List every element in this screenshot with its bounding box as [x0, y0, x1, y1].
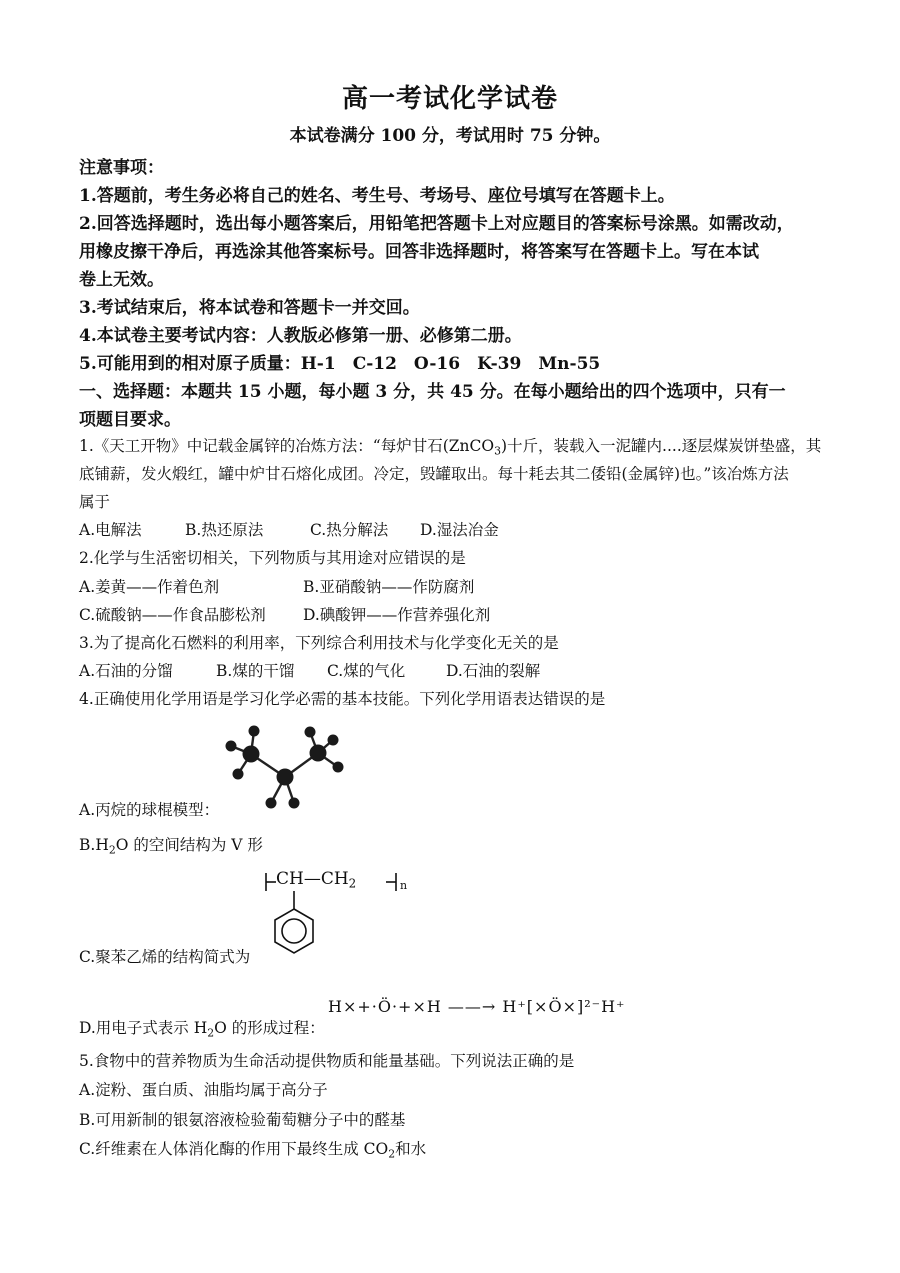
- section-heading: 项题目要求。: [79, 410, 181, 430]
- notice-item: 3.考试结束后，将本试卷和答题卡一并交回。: [79, 298, 420, 318]
- electron-dot-equation: H×+·Ö·+×H ——→ H⁺[×Ö×]²⁻H⁺: [328, 997, 626, 1016]
- question-2-option-a: A.姜黄——作着色剂: [79, 578, 220, 596]
- question-2-option-d: D.碘酸钾——作营养强化剂: [303, 606, 491, 624]
- polymer-subscript-n: n: [400, 879, 408, 892]
- notice-item: 卷上无效。: [79, 270, 164, 290]
- question-5-option-b: B.可用新制的银氨溶液检验葡萄糖分子中的醛基: [79, 1111, 406, 1129]
- question-4-option-a: A.丙烷的球棍模型：: [79, 801, 220, 819]
- question-1-option-a: A.电解法: [79, 521, 142, 539]
- question-4-option-b: $B.H_2O$ 的空间结构为 V 形: [79, 836, 263, 857]
- question-2-option-c: C.硫酸钠——作食品膨松剂: [79, 606, 266, 624]
- question-1-option-d: D.湿法冶金: [420, 521, 499, 539]
- question-2-option-b: B.亚硝酸钠——作防腐剂: [303, 578, 475, 596]
- question-4-stem: 4.正确使用化学用语是学习化学必需的基本技能。下列化学用语表达错误的是: [79, 690, 606, 708]
- question-1-stem: 1.《天工开物》中记载金属锌的冶炼方法：“每炉甘石(ZnCO$_3$)十斤，装载入一泥罐内....逐层煤炭饼垫盛，其: [79, 437, 822, 458]
- question-5-option-c: C.纤维素在人体消化酶的作用下最终生成 $CO_2$和水: [79, 1140, 427, 1161]
- question-3-option-a: A.石油的分馏: [79, 662, 173, 680]
- notice-item: 5.可能用到的相对原子质量：H-1 C-12 O-16 K-39 Mn-55: [79, 354, 601, 374]
- question-3-option-c: C.煤的气化: [327, 662, 406, 680]
- notice-item: 用橡皮擦干净后，再选涂其他答案标号。回答非选择题时，将答案写在答题卡上。写在本试: [79, 242, 759, 262]
- page-title: 高一考试化学试卷: [341, 84, 558, 114]
- question-3-stem: 3.为了提高化石燃料的利用率，下列综合利用技术与化学变化无关的是: [79, 634, 559, 652]
- notice-item: 1.答题前，考生务必将自己的姓名、考生号、考场号、座位号填写在答题卡上。: [79, 186, 675, 206]
- question-1-stem: 底铺薪，发火煅红，罐中炉甘石熔化成团。冷定，毁罐取出。每十耗去其二倭铅(金属锌)也。”该冶炼方法: [79, 465, 789, 483]
- question-1-stem: 属于: [79, 493, 111, 511]
- question-5-option-a: A.淀粉、蛋白质、油脂均属于高分子: [79, 1081, 328, 1099]
- notice-item: 4.本试卷主要考试内容：人教版必修第一册、必修第二册。: [79, 326, 522, 346]
- question-5-stem: 5.食物中的营养物质为生命活动提供物质和能量基础。下列说法正确的是: [79, 1052, 575, 1070]
- page-subtitle: 本试卷满分 100 分，考试用时 75 分钟。: [289, 126, 611, 146]
- notice-item: 2.回答选择题时，选出每小题答案后，用铅笔把答题卡上对应题目的答案标号涂黑。如需改动，: [79, 214, 794, 234]
- question-3-option-d: D.石油的裂解: [446, 662, 541, 680]
- question-4-option-c: C.聚苯乙烯的结构简式为: [79, 948, 251, 966]
- section-heading: 一、选择题：本题共 15 小题，每小题 3 分，共 45 分。在每小题给出的四个选项中，只有一: [79, 382, 786, 402]
- notice-heading: 注意事项：: [79, 158, 164, 178]
- question-4-option-d: D.用电子式表示 $H_2O$ 的形成过程：: [79, 1019, 325, 1040]
- polystyrene-formula: $CH—CH_2$: [276, 869, 357, 891]
- question-1-option-c: C.热分解法: [310, 521, 389, 539]
- question-1-option-b: B.热还原法: [185, 521, 264, 539]
- question-3-option-b: B.煤的干馏: [216, 662, 295, 680]
- question-2-stem: 2.化学与生活密切相关，下列物质与其用途对应错误的是: [79, 549, 466, 567]
